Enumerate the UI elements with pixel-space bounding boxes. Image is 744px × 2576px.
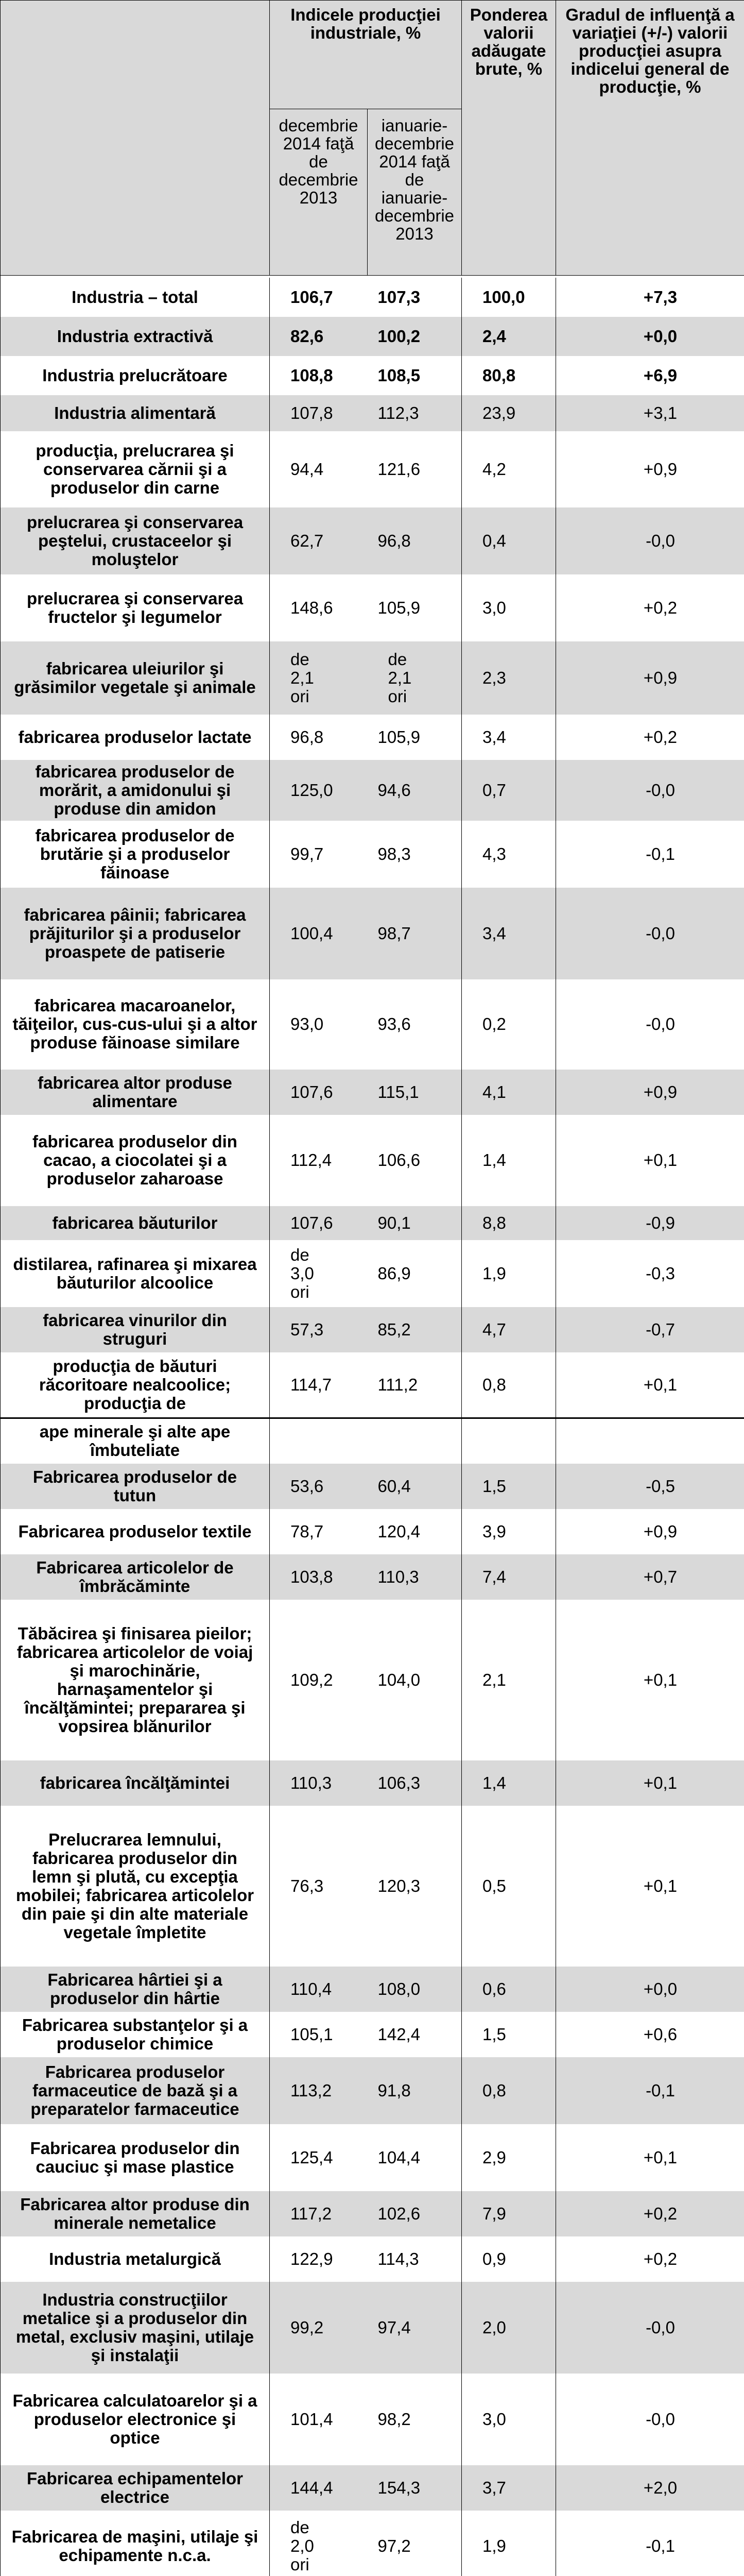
row-label: Industria construcţiilor metalice şi a produselor din metal, exclusiv maşini, utilaje şi instalaţii [1,2282,270,2374]
dec-value: 53,6 [270,1464,368,1509]
row-label: Fabricarea produselor textile [1,1509,270,1554]
table-row [1,2012,744,2057]
weight-value: 3,7 [462,2465,556,2511]
year-value: 121,6 [368,431,462,507]
weight-value: 1,9 [462,1240,556,1307]
influence-value [556,1418,744,1464]
table-header-row [1,1,744,109]
influence-value: -0,0 [556,979,744,1070]
year-value: 114,3 [368,2236,462,2282]
row-label: Fabricarea substanţelor şi a produselor chimice [1,2012,270,2057]
row-label: Fabricarea de maşini, utilaje şi echipamente n.c.a. [1,2511,270,2576]
row-label: distilarea, rafinarea şi mixarea băuturilor alcoolice [1,1240,270,1307]
year-value: 112,3 [368,395,462,431]
row-label: fabricarea încălţămintei [1,1760,270,1806]
influence-value: +0,0 [556,317,744,356]
table-row [1,2236,744,2282]
row-label: fabricarea băuturilor [1,1206,270,1240]
influence-header: Gradul de influenţă a variaţiei (+/-) valorii producţiei asupra indicelui general de producţie, % [556,1,744,276]
year-value: 106,3 [368,1760,462,1806]
row-label: Industria alimentară [1,395,270,431]
weight-value: 0,6 [462,1967,556,2012]
dec-value: 144,4 [270,2465,368,2511]
dec-value: 122,9 [290,2249,333,2268]
jan-dec-subheader: ianuarie-decembrie 2014 faţă de ianuarie-decembrie 2013 [368,109,462,276]
dec-value: 62,7 [270,507,368,574]
row-label: Fabricarea echipamentelor electrice [1,2465,270,2511]
row-label: fabricarea macaroanelor, tăiţeilor, cus-cus-ului şi a altor produse făinoase similare [1,979,270,1070]
row-label: fabricarea produselor lactate [1,715,270,760]
weight-value: 0,9 [462,2236,556,2282]
dec-value: 99,7 [290,844,324,863]
influence-value: +0,7 [556,1554,744,1600]
year-value: 120,3 [368,1806,462,1967]
year-value: 105,9 [368,574,462,641]
row-label: fabricarea vinurilor din struguri [1,1307,270,1352]
table-row [1,1967,744,2012]
table-row [1,574,744,641]
year-value: 90,1 [368,1206,462,1240]
row-label: Industria metalurgică [1,2236,270,2282]
influence-value: -0,0 [556,2374,744,2465]
influence-value: +2,0 [556,2465,744,2511]
table-row [1,888,744,979]
dec-value: 114,7 [290,1375,332,1394]
year-value: 85,2 [368,1307,462,1352]
influence-value: +0,2 [556,574,744,641]
table-row [1,2374,744,2465]
row-label: fabricarea uleiurilor şi grăsimilor vegetale şi animale [1,641,270,715]
year-value: 111,2 [368,1352,462,1418]
table-row [1,641,744,715]
influence-value: -0,9 [556,1206,744,1240]
dec-value: 78,7 [290,1521,324,1541]
weight-value: 3,0 [462,2374,556,2465]
dec-value: 99,2 [270,2282,368,2374]
weight-value: 1,9 [462,2511,556,2576]
table-row [1,2124,744,2191]
dec-subheader: decembrie 2014 faţă de decembrie 2013 [270,109,368,276]
year-value: 104,4 [368,2124,462,2191]
weight-value: 1,5 [462,1464,556,1509]
table-row [1,979,744,1070]
index-header: Indicele producţiei industriale, % [270,1,462,109]
weight-value: 4,2 [462,431,556,507]
influence-value: -0,5 [556,1464,744,1509]
row-label: Fabricarea produselor de tutun [1,1464,270,1509]
row-label: fabricarea produselor din cacao, a ciocolatei şi a produselor zaharoase [1,1115,270,1206]
year-value: 142,4 [368,2012,462,2057]
dec-value: 96,8 [290,727,324,747]
table-row [1,2282,744,2374]
weight-value: 3,0 [462,574,556,641]
table-row [1,1418,744,1464]
table-row [1,1806,744,1967]
dec-value: 76,3 [290,1876,324,1895]
dec-value: 103,8 [270,1554,368,1600]
table-row [1,278,744,317]
row-label: producţia de băuturi răcoritoare nealcoolice; producţia de [1,1352,270,1418]
table-row [1,431,744,507]
year-value: 154,3 [368,2465,462,2511]
dec-value: de 2,0 ori [290,2517,314,2574]
table-row [1,1070,744,1115]
weight-value: 2,9 [462,2124,556,2191]
year-value: 98,7 [368,888,462,979]
dec-value: 125,0 [270,760,368,821]
year-value: 86,9 [368,1240,462,1307]
dec-value: 108,8 [290,365,333,385]
row-label: Fabricarea produselor farmaceutice de bază şi a preparatelor farmaceutice [1,2057,270,2124]
influence-value: +0,0 [556,1967,744,2012]
influence-value: +0,1 [556,1115,744,1206]
influence-value: +3,1 [556,395,744,431]
dec-value: 125,4 [290,2147,333,2167]
dec-value: 112,4 [290,1150,332,1170]
influence-value: -0,7 [556,1307,744,1352]
dec-value: de 2,1 ori [270,641,368,715]
influence-value: -0,3 [556,1240,744,1307]
dec-value: 106,7 [290,287,333,307]
row-label: fabricarea altor produse alimentare [1,1070,270,1115]
table-row [1,1206,744,1240]
dec-value: 105,1 [290,2024,333,2044]
year-value: 102,6 [368,2191,462,2236]
weight-value: 4,3 [462,821,556,888]
row-label: fabricarea produselor de morărit, a amidonului şi produse din amidon [1,760,270,821]
influence-value: +0,1 [556,2124,744,2191]
influence-value: -0,0 [556,888,744,979]
table-row [1,2511,744,2576]
row-label: Fabricarea calculatoarelor şi a produselor electronice şi optice [1,2374,270,2465]
dec-value: 101,4 [290,2409,333,2429]
dec-value: 107,6 [270,1206,368,1240]
weight-value: 1,4 [462,1760,556,1806]
row-label: Fabricarea altor produse din minerale nemetalice [1,2191,270,2236]
year-value: 115,1 [368,1070,462,1115]
influence-value: +0,2 [556,2236,744,2282]
table-row [1,395,744,431]
year-value: 105,9 [368,715,462,760]
weight-value: 4,1 [462,1070,556,1115]
influence-value: +0,9 [556,431,744,507]
dec-value: 107,8 [270,395,368,431]
table-row [1,1600,744,1760]
influence-value: +7,3 [556,278,744,317]
dec-value: 117,2 [270,2191,368,2236]
dec-value: 109,2 [290,1670,333,1689]
table-row [1,760,744,821]
year-value: 60,4 [368,1464,462,1509]
influence-value: -0,1 [556,821,744,888]
row-label: prelucrarea şi conservarea peştelui, crustaceelor şi moluştelor [1,507,270,574]
year-value: 104,0 [368,1600,462,1760]
weight-value: 3,4 [462,888,556,979]
influence-value: +0,1 [556,1352,744,1418]
row-label: producţia, prelucrarea şi conservarea cărnii şi a produselor din carne [1,431,270,507]
table-row [1,1760,744,1806]
table-row [1,1352,744,1418]
dec-value: 107,6 [270,1070,368,1115]
table-row [1,356,744,395]
influence-value: -0,0 [556,760,744,821]
year-value: 120,4 [368,1509,462,1554]
weight-value: 80,8 [462,356,556,395]
influence-value: +0,9 [556,1070,744,1115]
table-row [1,1307,744,1352]
influence-value: +0,9 [556,1509,744,1554]
dec-value: 113,2 [270,2057,368,2124]
table-row [1,507,744,574]
weight-value: 0,5 [462,1806,556,1967]
table-row [1,2465,744,2511]
influence-value: +0,2 [556,715,744,760]
year-value: 96,8 [368,507,462,574]
influence-value: +0,1 [556,1600,744,1760]
row-label: Fabricarea produselor din cauciuc şi mase plastice [1,2124,270,2191]
year-value: 108,0 [368,1967,462,2012]
row-label: prelucrarea şi conservarea fructelor şi legumelor [1,574,270,641]
influence-value: +0,1 [556,1760,744,1806]
weight-value: 1,4 [462,1115,556,1206]
influence-value: +0,2 [556,2191,744,2236]
influence-value: +0,6 [556,2012,744,2057]
row-label: ape minerale şi alte ape îmbuteliate [1,1418,270,1464]
dec-value [270,1418,368,1464]
influence-value: -0,0 [556,2282,744,2374]
row-label: Fabricarea articolelor de îmbrăcăminte [1,1554,270,1600]
weight-value: 2,3 [462,641,556,715]
table-row [1,2191,744,2236]
weight-value: 8,8 [462,1206,556,1240]
weight-value: 3,4 [462,715,556,760]
weight-value: 3,9 [462,1509,556,1554]
weight-value: 7,9 [462,2191,556,2236]
dec-value: 100,4 [270,888,368,979]
row-label: fabricarea pâinii; fabricarea prăjiturilor şi a produselor proaspete de patiserie [1,888,270,979]
dec-value: de 3,0 ori [290,1245,314,1301]
row-label: fabricarea produselor de brutărie şi a produselor făinoase [1,821,270,888]
header-blank-cell [1,1,270,276]
weight-value: 23,9 [462,395,556,431]
influence-value: -0,1 [556,2057,744,2124]
dec-value: 110,4 [270,1967,368,2012]
table-row [1,1509,744,1554]
dec-value: 93,0 [290,1014,324,1033]
table-row [1,1464,744,1509]
weight-value: 100,0 [462,278,556,317]
year-value: 93,6 [368,979,462,1070]
year-value: 107,3 [368,278,462,317]
year-value: 106,6 [368,1115,462,1206]
weight-value: 2,4 [462,317,556,356]
row-label: Industria – total [1,278,270,317]
row-label: Industria extractivă [1,317,270,356]
table-row [1,1115,744,1206]
weight-value [462,1418,556,1464]
year-value: 108,5 [368,356,462,395]
year-value: 91,8 [368,2057,462,2124]
weight-header: Ponderea valorii adăugate brute, % [462,1,556,276]
year-value: 97,4 [368,2282,462,2374]
weight-value: 7,4 [462,1554,556,1600]
influence-value: -0,1 [556,2511,744,2576]
table-row [1,317,744,356]
row-label: Prelucrarea lemnului, fabricarea produselor din lemn şi plută, cu excepţia mobilei; fabricarea articolelor din paie şi din alte materiale vegetale împletite [1,1806,270,1967]
influence-value: +0,9 [556,641,744,715]
weight-value: 2,0 [462,2282,556,2374]
row-label: Industria prelucrătoare [1,356,270,395]
influence-value: -0,0 [556,507,744,574]
table-row [1,821,744,888]
year-value: 97,2 [368,2511,462,2576]
dec-value: 110,3 [270,1760,368,1806]
weight-value: 0,8 [462,1352,556,1418]
dec-value: 148,6 [290,598,333,617]
year-value: 98,2 [368,2374,462,2465]
year-value: 98,3 [368,821,462,888]
weight-value: 0,4 [462,507,556,574]
table-row [1,1240,744,1307]
year-value [368,1418,462,1464]
dec-value: 57,3 [270,1307,368,1352]
influence-value: +6,9 [556,356,744,395]
dec-value: 82,6 [270,317,368,356]
row-label: Tăbăcirea şi finisarea pieilor; fabricarea articolelor de voiaj şi marochinărie, harnaşamentelor şi încălţămintei; prepararea şi vopsirea blănurilor [1,1600,270,1760]
influence-value: +0,1 [556,1806,744,1967]
year-value: de 2,1 ori [368,641,462,715]
weight-value: 0,2 [462,979,556,1070]
table-row [1,715,744,760]
year-value: 100,2 [368,317,462,356]
weight-value: 1,5 [462,2012,556,2057]
weight-value: 0,7 [462,760,556,821]
table-row [1,1554,744,1600]
weight-value: 4,7 [462,1307,556,1352]
year-value: 110,3 [368,1554,462,1600]
dec-value: 94,4 [290,459,324,479]
weight-value: 2,1 [462,1600,556,1760]
table-row [1,2057,744,2124]
year-value: 94,6 [368,760,462,821]
row-label: Fabricarea hârtiei şi a produselor din hârtie [1,1967,270,2012]
weight-value: 0,8 [462,2057,556,2124]
